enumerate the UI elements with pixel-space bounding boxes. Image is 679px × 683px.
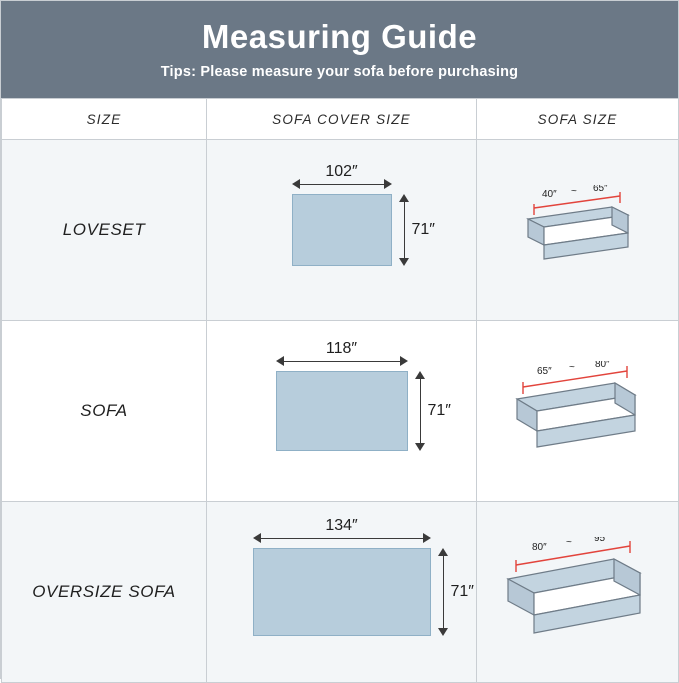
row-cover-diagram <box>207 321 477 502</box>
sofa-range-dash: ~ <box>565 537 572 548</box>
column-header-size: SIZE <box>2 99 207 140</box>
page-title: Measuring Guide <box>201 18 478 56</box>
table-row <box>2 140 679 321</box>
cover-height-label: 71″ <box>427 402 451 419</box>
row-size-label: OVERSIZE SOFA <box>2 502 207 683</box>
sofa-range-dash: ~ <box>568 362 575 373</box>
table-row <box>2 502 679 683</box>
sofa-icon <box>503 361 653 461</box>
sofa-range-min: 65″ <box>536 366 552 377</box>
row-sofa-illustration <box>477 321 679 502</box>
cover-width-dimension <box>292 163 392 190</box>
cover-width-label: 134″ <box>325 517 358 534</box>
header-banner <box>1 1 678 98</box>
cover-width-label: 118″ <box>325 340 358 357</box>
sofa-range-max: 80″ <box>594 361 610 370</box>
row-sofa-illustration <box>477 502 679 683</box>
cover-width-dimension <box>276 340 408 367</box>
loveseat-sofa-icon <box>508 185 648 275</box>
sofa-range-max: 65″ <box>592 185 608 194</box>
header-tip: Tips: Please measure your sofa before purchasing <box>160 63 519 80</box>
table-header-row <box>2 99 679 140</box>
row-cover-diagram <box>207 140 477 321</box>
row-sofa-illustration <box>477 140 679 321</box>
cover-width-dimension <box>253 517 431 544</box>
row-cover-diagram <box>207 502 477 683</box>
cover-width-label: 102″ <box>325 163 358 180</box>
cover-height-label: 71″ <box>450 583 474 600</box>
row-size-label: SOFA <box>2 321 207 502</box>
cover-height-dimension <box>396 194 446 266</box>
column-header-cover: SOFA COVER SIZE <box>207 99 477 140</box>
sofa-range-dash: ~ <box>570 186 577 197</box>
oversize-sofa-icon <box>498 537 658 647</box>
cover-height-dimension <box>412 371 462 451</box>
sofa-range-min: 80″ <box>531 542 547 553</box>
row-size-label: LOVESET <box>2 140 207 321</box>
cover-height-label: 71″ <box>411 221 435 238</box>
measuring-table <box>1 98 679 683</box>
table-row <box>2 321 679 502</box>
sofa-range-min: 40″ <box>541 189 557 200</box>
sofa-range-max: 95″ <box>593 537 609 544</box>
column-header-sofa: SOFA SIZE <box>477 99 679 140</box>
